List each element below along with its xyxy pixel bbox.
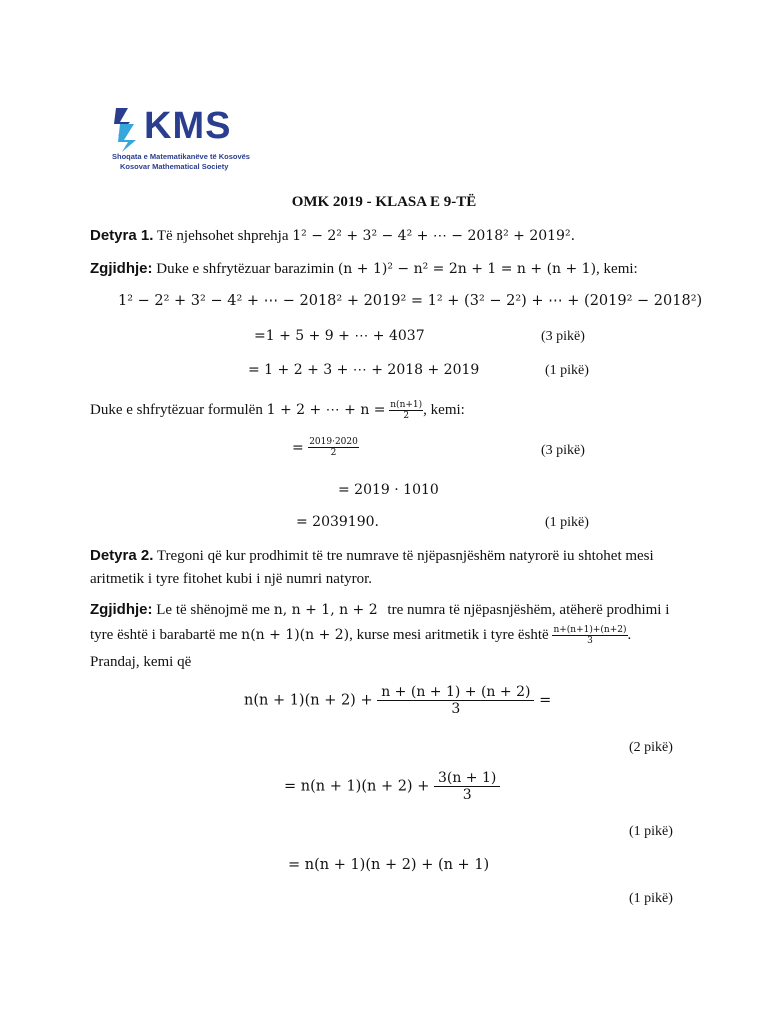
task2-eqA-numerator: n + (n + 1) + (n + 2) xyxy=(377,684,534,701)
task1-formula-line xyxy=(90,396,465,424)
task1-eq5: = 2019 · 1010 xyxy=(338,482,439,498)
task2-eqC: = n(n + 1)(n + 2) + (n + 1) xyxy=(288,857,490,873)
task2-mean-denominator: 3 xyxy=(587,636,593,647)
task1-formula-denominator: 2 xyxy=(403,411,410,422)
task1-solution-intro xyxy=(90,259,638,279)
task2-sol-vars: n, n + 1, n + 2 xyxy=(273,602,378,618)
task2-eqB-numerator: 3(n + 1) xyxy=(434,770,500,787)
task1-eq4 xyxy=(292,437,359,459)
task2-eqB xyxy=(284,770,500,803)
task2-eqA-fraction xyxy=(377,684,534,717)
task1-solution-label: Zgjidhje: xyxy=(90,260,153,277)
task1-identity: (n + 1)² − n² = 2n + 1 = n + (n + 1) xyxy=(337,261,597,277)
task2-sol-dot: . xyxy=(627,627,632,643)
task1-kemi: , kemi: xyxy=(596,261,638,277)
task1-eq3: = 1 + 2 + 3 + ⋯ + 2018 + 2019 xyxy=(248,362,480,378)
task2-eqA xyxy=(244,684,551,717)
kms-logo xyxy=(110,104,250,174)
task1-expression: 1² − 2² + 3² − 4² + ⋯ − 2018² + 2019². xyxy=(292,228,576,244)
task2-eqB-lhs: = n(n + 1)(n + 2) + xyxy=(284,778,430,795)
task2-eqA-denominator: 3 xyxy=(451,701,461,718)
task1-formula-intro: Duke e shfrytëzuar formulën xyxy=(90,402,263,418)
task2-eqA-lhs: n(n + 1)(n + 2) + xyxy=(244,692,373,709)
task1-eq2: =1 + 5 + 9 + ⋯ + 4037 xyxy=(254,328,425,344)
kms-name-english: Kosovar Mathematical Society xyxy=(120,162,229,171)
task2-solution-line2 xyxy=(90,622,631,648)
task1-eq3-points: (1 pikë) xyxy=(545,363,589,378)
task2-eqC-points: (1 pikë) xyxy=(629,891,673,906)
task1-formula-fraction xyxy=(389,400,423,422)
task2-sol-c: tyre është i barabartë me xyxy=(90,627,238,643)
task2-sol-b: tre numra të njëpasnjëshëm, atëherë prodhimi i xyxy=(387,602,670,618)
task1-eq4-points: (3 pikë) xyxy=(541,443,585,458)
task2-eqA-end: = xyxy=(539,692,552,709)
task2-solution-label: Zgjidhje: xyxy=(90,601,153,618)
task2-eqB-fraction xyxy=(434,770,500,803)
task1-sol-intro: Duke e shfrytëzuar barazimin xyxy=(156,261,335,277)
task2-eqA-points: (2 pikë) xyxy=(629,740,673,755)
task1-text: Të njehsohet shprehja xyxy=(156,228,289,244)
task1-statement xyxy=(90,226,575,246)
task2-text-line2: aritmetik i tyre fitohet kubi i një numri natyror. xyxy=(90,571,373,587)
task1-eq6-points: (1 pikë) xyxy=(545,515,589,530)
task2-eqB-points: (1 pikë) xyxy=(629,824,673,839)
task2-sol-d: , kurse mesi aritmetik i tyre është xyxy=(349,627,549,643)
task2-sol-product: n(n + 1)(n + 2) xyxy=(241,627,350,643)
task2-statement-line1 xyxy=(90,546,654,566)
task1-eq4-numerator: 2019·2020 xyxy=(309,437,358,447)
task1-eq4-prefix: = xyxy=(292,439,304,456)
task2-sol-a: Le të shënojmë me xyxy=(156,602,270,618)
page-title: OMK 2019 - KLASA E 9-TË xyxy=(291,194,477,210)
task2-eqB-denominator: 3 xyxy=(462,787,472,804)
task1-formula-end: , kemi: xyxy=(423,402,465,418)
task2-solution-line1 xyxy=(90,600,669,620)
task1-formula-lhs: 1 + 2 + ⋯ + n = xyxy=(266,402,386,418)
kms-acronym: KMS xyxy=(144,105,232,147)
task2-sol-e: Prandaj, kemi që xyxy=(90,654,192,670)
task1-formula-numerator: n(n+1) xyxy=(390,399,423,410)
task1-eq2-points: (3 pikë) xyxy=(541,329,585,344)
task2-mean-numerator: n+(n+1)+(n+2) xyxy=(553,624,627,635)
task1-eq4-denominator: 2 xyxy=(330,448,337,459)
kms-logo-mark-icon xyxy=(110,106,142,154)
task1-eq6: = 2039190. xyxy=(296,514,379,530)
task1-eq4-fraction xyxy=(308,437,359,459)
task2-text-line1: Tregoni që kur prodhimit të tre numrave të njëpasnjëshëm natyrorë iu shtohet mesi xyxy=(156,548,654,564)
kms-name-albanian: Shoqata e Matematikanëve të Kosovës xyxy=(112,152,250,161)
task2-mean-fraction xyxy=(552,625,627,647)
task1-eq1: 1² − 2² + 3² − 4² + ⋯ − 2018² + 2019² = 1² + (3² − 2²) + ⋯ + (2019² − 2018²) xyxy=(118,293,703,309)
task2-label: Detyra 2. xyxy=(90,547,154,564)
task1-label: Detyra 1. xyxy=(90,227,154,244)
